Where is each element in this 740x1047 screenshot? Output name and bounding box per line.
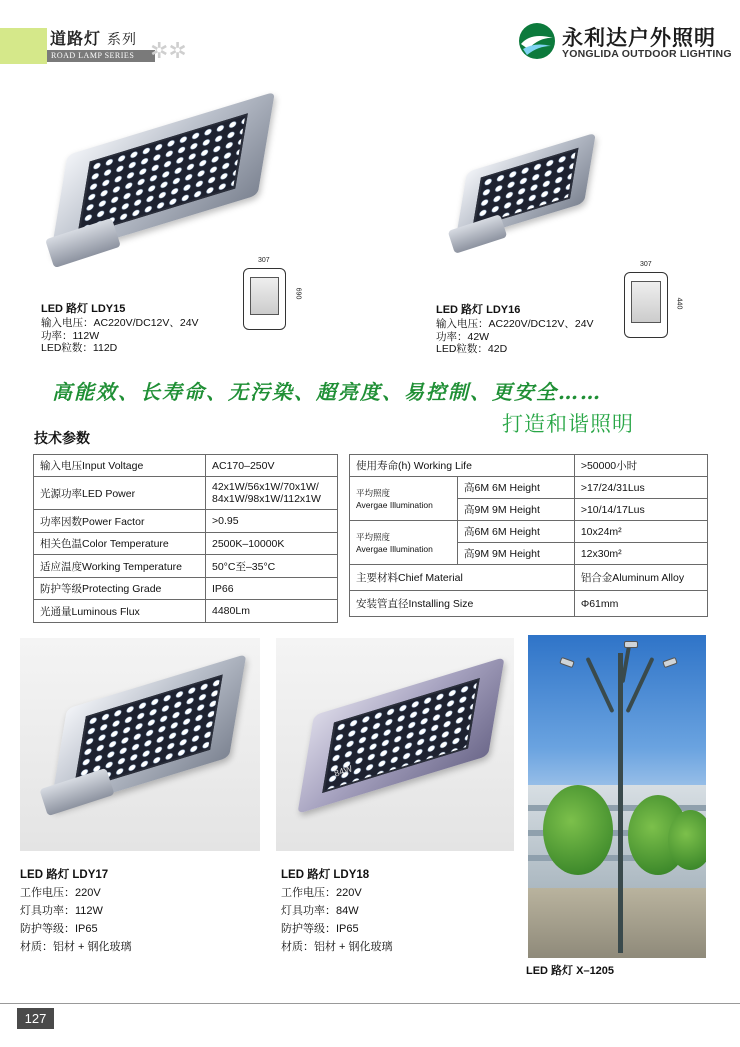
spec-value: >0.95 bbox=[206, 510, 338, 533]
header-accent-block bbox=[0, 28, 47, 64]
spec-value: >17/24/31Lus bbox=[574, 477, 707, 499]
spec-sub-label: 高6M 6M Height bbox=[458, 477, 575, 499]
spec-label: 平均照度 Avergae Illumination bbox=[350, 521, 458, 565]
spec-value: AC170–250V bbox=[206, 455, 338, 477]
spec-label: 光源功率LED Power bbox=[34, 477, 206, 510]
spec-value: 4480Lm bbox=[206, 600, 338, 623]
product-info-ldy15 bbox=[41, 302, 199, 355]
spec-value: 42x1W/56x1W/70x1W/ 84x1W/98x1W/112x1W bbox=[206, 477, 338, 510]
spec-label: 适应温度Working Temperature bbox=[34, 555, 206, 578]
product-spec-line: 工作电压：220V bbox=[281, 887, 362, 899]
spec-sub-label: 高9M 9M Height bbox=[458, 543, 575, 565]
table-row bbox=[34, 510, 338, 533]
product-photo-ldy18 bbox=[276, 638, 514, 851]
spec-value: 铝合金Aluminum Alloy bbox=[574, 565, 707, 591]
page-number: 127 bbox=[17, 1008, 54, 1029]
product-spec-line: LED粒数：112D bbox=[41, 342, 118, 354]
spec-table-left bbox=[33, 454, 338, 623]
product-name: LED 路灯 LDY17 bbox=[20, 869, 109, 881]
street-lamp-photo bbox=[528, 635, 706, 958]
dimension-width-ldy15: 307 bbox=[258, 257, 270, 264]
product-image-ldy15 bbox=[70, 120, 255, 230]
table-row bbox=[34, 533, 338, 555]
table-row bbox=[350, 565, 708, 591]
product-spec-line: 功率：112W bbox=[41, 329, 100, 342]
product-info-ldy18 bbox=[281, 866, 393, 956]
product-spec-line: 输入电压：AC220V/DC12V、24V bbox=[436, 318, 594, 330]
company-logo-icon bbox=[518, 22, 556, 60]
spec-value: Φ61mm bbox=[574, 591, 707, 617]
spec-label: 功率因数Power Factor bbox=[34, 510, 206, 533]
dimension-height-ldy16: 440 bbox=[675, 297, 683, 310]
spec-label: 主要材料Chief Material bbox=[350, 565, 575, 591]
table-row bbox=[34, 477, 338, 510]
slogan-harmony: 打造和谐照明 bbox=[502, 412, 634, 436]
snowflake-deco-icon: ✲✲ bbox=[150, 38, 187, 63]
spec-section-title: 技术参数 bbox=[34, 430, 90, 446]
company-name-en: YONGLIDA OUTDOOR LIGHTING bbox=[562, 48, 732, 60]
panel-wattage-label: 84W bbox=[332, 763, 354, 779]
product-spec-line: 功率：42W bbox=[436, 330, 490, 343]
series-title-cn: 道路灯 bbox=[50, 31, 102, 48]
product-spec-line: 材质：铝材 + 钢化玻璃 bbox=[20, 941, 132, 953]
table-row bbox=[34, 455, 338, 477]
slogan: 高能效、长寿命、无污染、超亮度、易控制、更安全…… bbox=[52, 380, 602, 404]
footer-divider bbox=[0, 1003, 740, 1004]
product-spec-line: 输入电压：AC220V/DC12V、24V bbox=[41, 317, 199, 329]
spec-value: 50°C至–35°C bbox=[206, 555, 338, 578]
photo-caption: LED 路灯 X–1205 bbox=[526, 965, 615, 977]
product-spec-line: 灯具功率：84W bbox=[281, 905, 359, 917]
table-row bbox=[350, 521, 708, 543]
product-info-ldy17 bbox=[20, 866, 132, 956]
spec-sub-label: 高6M 6M Height bbox=[458, 521, 575, 543]
table-row bbox=[350, 455, 708, 477]
spec-value: IP66 bbox=[206, 578, 338, 600]
series-title-suffix: 系列 bbox=[107, 31, 138, 47]
spec-table-right bbox=[349, 454, 708, 617]
table-row bbox=[350, 477, 708, 499]
spec-value: 10x24m² bbox=[574, 521, 707, 543]
product-spec-line: 防护等级：IP65 bbox=[281, 923, 359, 935]
dimension-drawing-ldy16 bbox=[624, 272, 668, 338]
dimension-width-ldy16: 307 bbox=[640, 261, 652, 268]
dimension-height-ldy15: 690 bbox=[294, 287, 302, 300]
spec-label: 输入电压Input Voltage bbox=[34, 455, 206, 477]
product-spec-line: 材质：铝材 + 钢化玻璃 bbox=[281, 941, 393, 953]
spec-sub-label: 高9M 9M Height bbox=[458, 499, 575, 521]
product-spec-line: 工作电压：220V bbox=[20, 887, 101, 899]
table-row bbox=[34, 600, 338, 623]
lamp-neck-ldy16 bbox=[448, 214, 508, 254]
product-info-ldy16 bbox=[436, 303, 594, 356]
dimension-drawing-ldy15 bbox=[243, 268, 286, 330]
product-photo-ldy17 bbox=[20, 638, 260, 851]
table-row bbox=[34, 555, 338, 578]
table-row bbox=[34, 578, 338, 600]
spec-label: 相关色温Color Temperature bbox=[34, 533, 206, 555]
spec-value: 2500K–10000K bbox=[206, 533, 338, 555]
spec-value: >10/14/17Lus bbox=[574, 499, 707, 521]
spec-value: 12x30m² bbox=[574, 543, 707, 565]
spec-label: 防护等级Protecting Grade bbox=[34, 578, 206, 600]
table-row bbox=[350, 591, 708, 617]
series-en-bar: ROAD LAMP SERIES bbox=[47, 50, 155, 62]
spec-label: 平均照度 Avergae Illumination bbox=[350, 477, 458, 521]
spec-value: >50000小时 bbox=[574, 455, 707, 477]
product-name: LED 路灯 LDY15 bbox=[41, 303, 126, 315]
product-name: LED 路灯 LDY18 bbox=[281, 869, 370, 881]
spec-label: 光通量Luminous Flux bbox=[34, 600, 206, 623]
product-spec-line: LED粒数：42D bbox=[436, 343, 508, 355]
series-title bbox=[50, 26, 137, 49]
product-spec-line: 灯具功率：112W bbox=[20, 905, 103, 917]
product-image-ldy16 bbox=[468, 150, 583, 225]
spec-label: 使用寿命(h) Working Life bbox=[350, 455, 575, 477]
product-spec-line: 防护等级：IP65 bbox=[20, 923, 98, 935]
company-name-cn: 永利达户外照明 bbox=[562, 27, 716, 50]
product-name: LED 路灯 LDY16 bbox=[436, 304, 521, 316]
spec-label: 安装管直径Installing Size bbox=[350, 591, 575, 617]
